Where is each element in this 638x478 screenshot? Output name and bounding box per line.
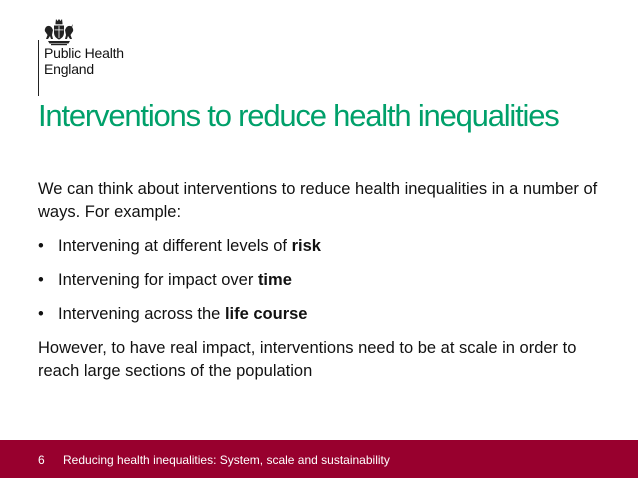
footer-text: Reducing health inequalities: System, scale and sustainability [63,453,390,467]
bullet-text: Intervening at different levels of [58,237,292,255]
intro-paragraph: We can think about interventions to reduce health inequalities in a number of ways. For example: [38,180,598,221]
bullet-emphasis: life course [224,305,308,323]
bullet-text: Intervening across the [58,305,225,323]
logo-divider [38,40,39,96]
bullet-list [38,235,608,326]
royal-crest-icon [42,18,76,48]
list-item [38,303,608,326]
bullet-emphasis: time [257,271,292,289]
page-number: 6 [38,453,45,467]
list-item [38,235,608,258]
bullet-text: Intervening for impact over [58,271,258,289]
slide-title: Interventions to reduce health inequalities [38,98,559,133]
slide-body [38,178,608,394]
logo-line-2: England [44,61,94,77]
bullet-emphasis: risk [291,237,321,255]
logo-text [44,45,124,77]
conclusion-paragraph: However, to have real impact, interventions need to be at scale in order to reach large sections of the population [38,339,577,380]
bullet-marker: • [38,237,44,255]
footer-bar [0,440,638,478]
list-item [38,269,608,292]
bullet-marker: • [38,305,44,323]
bullet-marker: • [38,271,44,289]
phe-logo [38,18,138,80]
logo-line-1: Public Health [44,45,124,61]
